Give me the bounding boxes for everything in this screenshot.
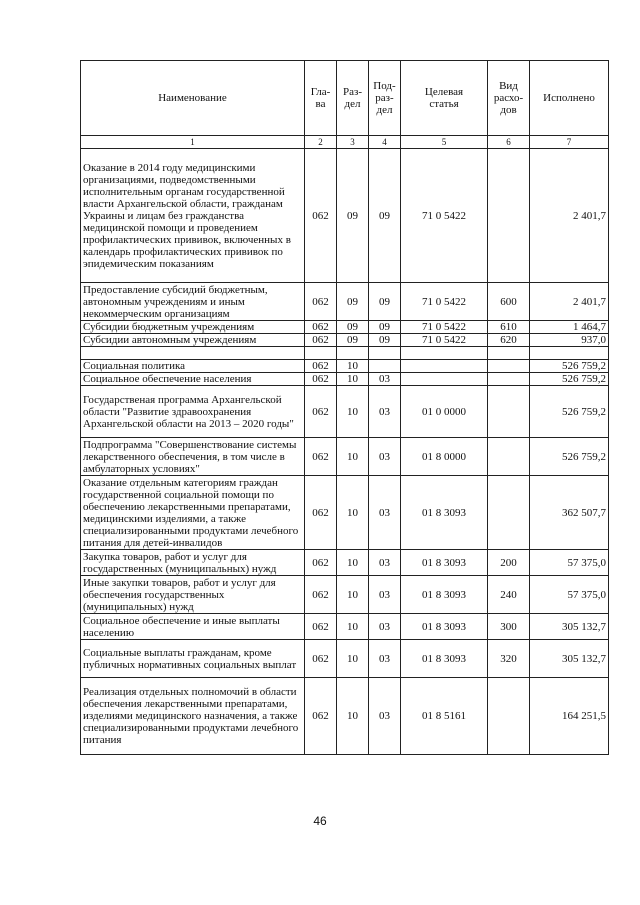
row-ispolneno: 305 132,7: [530, 640, 609, 678]
row-razdel: [337, 347, 369, 360]
row-ispolneno: 164 251,5: [530, 678, 609, 755]
row-razdel: 09: [337, 321, 369, 334]
header-statya: Целевая статья: [401, 61, 488, 136]
row-razdel: 10: [337, 438, 369, 476]
column-number: 5: [401, 136, 488, 149]
row-statya: [401, 360, 488, 373]
row-name: Социальная политика: [81, 360, 305, 373]
page-number: 46: [313, 814, 327, 828]
row-glava: 062: [305, 550, 337, 576]
row-vid: [488, 347, 530, 360]
row-vid: [488, 386, 530, 438]
column-number-row: [81, 136, 609, 149]
row-ispolneno: 526 759,2: [530, 373, 609, 386]
row-vid: [488, 438, 530, 476]
row-name: Государственая программа Архангельской области "Развитие здравоохранения Архангельской области на 2013 – 2020 годы": [81, 386, 305, 438]
row-name: Реализация отдельных полномочий в области обеспечения лекарственными препаратами, изделиями медицинского назначения, а также специализированными продуктами лечебного питания: [81, 678, 305, 755]
row-ispolneno: 526 759,2: [530, 438, 609, 476]
row-ispolneno: 57 375,0: [530, 576, 609, 614]
column-number: 4: [369, 136, 401, 149]
column-number: 1: [81, 136, 305, 149]
row-name: Предоставление субсидий бюджетным, автономным учреждениям и иным некоммерческим организациям: [81, 283, 305, 321]
row-podrazdel: 09: [369, 334, 401, 347]
header-podrazdel: Под- раз- дел: [369, 61, 401, 136]
row-glava: 062: [305, 476, 337, 550]
row-vid: [488, 149, 530, 283]
row-ispolneno: 2 401,7: [530, 283, 609, 321]
table-row: [81, 614, 609, 640]
table-row: [81, 321, 609, 334]
row-podrazdel: 03: [369, 550, 401, 576]
row-podrazdel: 03: [369, 476, 401, 550]
table-row: [81, 678, 609, 755]
row-name: Социальное обеспечение населения: [81, 373, 305, 386]
row-glava: [305, 347, 337, 360]
row-glava: 062: [305, 360, 337, 373]
row-ispolneno: 526 759,2: [530, 360, 609, 373]
row-statya: 71 0 5422: [401, 334, 488, 347]
row-podrazdel: [369, 360, 401, 373]
row-name: Закупка товаров, работ и услуг для государственных (муниципальных) нужд: [81, 550, 305, 576]
row-vid: [488, 360, 530, 373]
row-razdel: 10: [337, 576, 369, 614]
table-row: [81, 360, 609, 373]
row-glava: 062: [305, 576, 337, 614]
row-podrazdel: 09: [369, 283, 401, 321]
row-ispolneno: 57 375,0: [530, 550, 609, 576]
header-name: Наименование: [81, 61, 305, 136]
header-vid: Вид расхо- дов: [488, 61, 530, 136]
row-glava: 062: [305, 283, 337, 321]
row-vid: 600: [488, 283, 530, 321]
table-row: [81, 347, 609, 360]
header-razdel: Раз- дел: [337, 61, 369, 136]
row-glava: 062: [305, 321, 337, 334]
row-podrazdel: 09: [369, 321, 401, 334]
row-podrazdel: 03: [369, 438, 401, 476]
column-number: 7: [530, 136, 609, 149]
header-ispolneno: Исполнено: [530, 61, 609, 136]
table-row: [81, 283, 609, 321]
row-name: [81, 347, 305, 360]
row-vid: 320: [488, 640, 530, 678]
row-podrazdel: 09: [369, 149, 401, 283]
row-statya: 01 8 3093: [401, 476, 488, 550]
row-razdel: 09: [337, 283, 369, 321]
row-glava: 062: [305, 614, 337, 640]
row-podrazdel: 03: [369, 373, 401, 386]
row-razdel: 10: [337, 550, 369, 576]
row-razdel: 09: [337, 334, 369, 347]
header-row: [81, 61, 609, 136]
row-podrazdel: 03: [369, 640, 401, 678]
row-vid: 620: [488, 334, 530, 347]
row-razdel: 10: [337, 640, 369, 678]
row-razdel: 10: [337, 360, 369, 373]
row-name: Субсидии бюджетным учреждениям: [81, 321, 305, 334]
row-podrazdel: 03: [369, 614, 401, 640]
row-name: Субсидии автономным учреждениям: [81, 334, 305, 347]
row-razdel: 09: [337, 149, 369, 283]
row-name: Социальное обеспечение и иные выплаты населению: [81, 614, 305, 640]
row-statya: [401, 373, 488, 386]
row-razdel: 10: [337, 386, 369, 438]
column-number: 6: [488, 136, 530, 149]
row-ispolneno: 2 401,7: [530, 149, 609, 283]
row-statya: 01 8 0000: [401, 438, 488, 476]
row-glava: 062: [305, 640, 337, 678]
row-glava: 062: [305, 438, 337, 476]
column-number: 3: [337, 136, 369, 149]
row-ispolneno: 937,0: [530, 334, 609, 347]
row-statya: 71 0 5422: [401, 283, 488, 321]
row-razdel: 10: [337, 614, 369, 640]
column-number: 2: [305, 136, 337, 149]
table-row: [81, 576, 609, 614]
row-statya: 71 0 5422: [401, 321, 488, 334]
row-glava: 062: [305, 678, 337, 755]
row-statya: 71 0 5422: [401, 149, 488, 283]
table-row: [81, 373, 609, 386]
row-podrazdel: 03: [369, 386, 401, 438]
row-vid: [488, 476, 530, 550]
row-razdel: 10: [337, 373, 369, 386]
row-vid: 240: [488, 576, 530, 614]
row-razdel: 10: [337, 476, 369, 550]
row-ispolneno: 526 759,2: [530, 386, 609, 438]
row-statya: [401, 347, 488, 360]
row-name: Подпрограмма "Совершенствование системы лекарственного обеспечения, в том числе в амбулаторных условиях": [81, 438, 305, 476]
row-statya: 01 8 3093: [401, 576, 488, 614]
row-vid: 200: [488, 550, 530, 576]
row-statya: 01 8 5161: [401, 678, 488, 755]
table-row: [81, 386, 609, 438]
row-glava: 062: [305, 373, 337, 386]
table-row: [81, 550, 609, 576]
row-ispolneno: 1 464,7: [530, 321, 609, 334]
row-vid: [488, 373, 530, 386]
table-row: [81, 334, 609, 347]
row-razdel: 10: [337, 678, 369, 755]
row-statya: 01 8 3093: [401, 614, 488, 640]
row-name: Оказание отдельным категориям граждан государственной социальной помощи по обеспечению лекарственными препаратами, медицинскими изделиями, а также специализированными продуктами лечебного питания для детей-инвалидов: [81, 476, 305, 550]
table-row: [81, 476, 609, 550]
row-podrazdel: 03: [369, 678, 401, 755]
row-vid: 300: [488, 614, 530, 640]
row-ispolneno: 362 507,7: [530, 476, 609, 550]
row-statya: 01 8 3093: [401, 550, 488, 576]
header-glava: Гла- ва: [305, 61, 337, 136]
row-vid: [488, 678, 530, 755]
table-row: [81, 640, 609, 678]
row-glava: 062: [305, 149, 337, 283]
budget-table: [80, 60, 609, 755]
row-glava: 062: [305, 386, 337, 438]
row-glava: 062: [305, 334, 337, 347]
row-name: Социальные выплаты гражданам, кроме публичных нормативных социальных выплат: [81, 640, 305, 678]
table-row: [81, 438, 609, 476]
table-body: [81, 149, 609, 755]
row-statya: 01 8 3093: [401, 640, 488, 678]
row-name: Иные закупки товаров, работ и услуг для обеспечения государственных (муниципальных) нужд: [81, 576, 305, 614]
row-vid: 610: [488, 321, 530, 334]
row-name: Оказание в 2014 году медицинскими организациями, подведомственными исполнительным органам государственной власти Архангельской области, гражданам Украины и лицам без гражданства медицинской помощи и проведением профилактических прививок, включенных в календарь профилактических прививок по эпидемическим показаниям: [81, 149, 305, 283]
table-row: [81, 149, 609, 283]
row-ispolneno: 305 132,7: [530, 614, 609, 640]
row-statya: 01 0 0000: [401, 386, 488, 438]
row-podrazdel: 03: [369, 576, 401, 614]
row-podrazdel: [369, 347, 401, 360]
row-ispolneno: [530, 347, 609, 360]
